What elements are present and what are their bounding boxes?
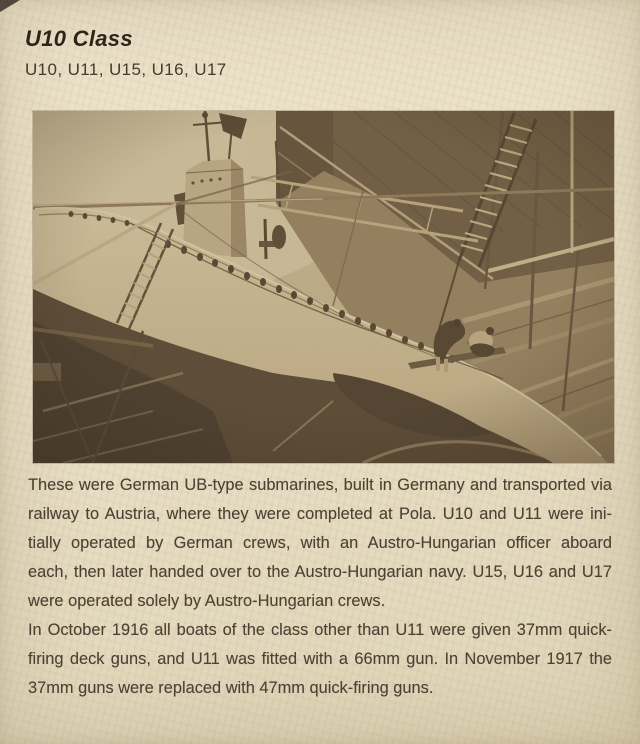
body-line: each, then later handed over to the Austro-Hungarian navy. U15, U16 and U17 bbox=[28, 563, 612, 581]
body-line: tially operated by German crews, with an Austro-Hungarian officer aboard bbox=[28, 534, 612, 552]
class-boat-list: U10, U11, U15, U16, U17 bbox=[25, 60, 227, 79]
body-line: 37mm guns were replaced with 47mm quick-firing guns. bbox=[28, 679, 434, 697]
submarine-photo-art bbox=[33, 111, 614, 463]
body-line: In October 1916 all boats of the class other than U11 were given 37mm quick- bbox=[28, 621, 612, 639]
body-line: These were German UB-type submarines, built in Germany and transported via bbox=[28, 476, 612, 494]
body-line: were operated solely by Austro-Hungarian crews. bbox=[28, 592, 386, 610]
page-corner-mark bbox=[0, 0, 20, 12]
section-title: U10 Class bbox=[25, 26, 133, 51]
body-line: firing deck guns, and U11 was fitted with a 66mm gun. In November 1917 the bbox=[28, 650, 612, 668]
body-text bbox=[28, 471, 612, 703]
submarine-photo bbox=[33, 111, 614, 463]
body-line: railway to Austria, where they were completed at Pola. U10 and U11 were ini- bbox=[28, 505, 612, 523]
